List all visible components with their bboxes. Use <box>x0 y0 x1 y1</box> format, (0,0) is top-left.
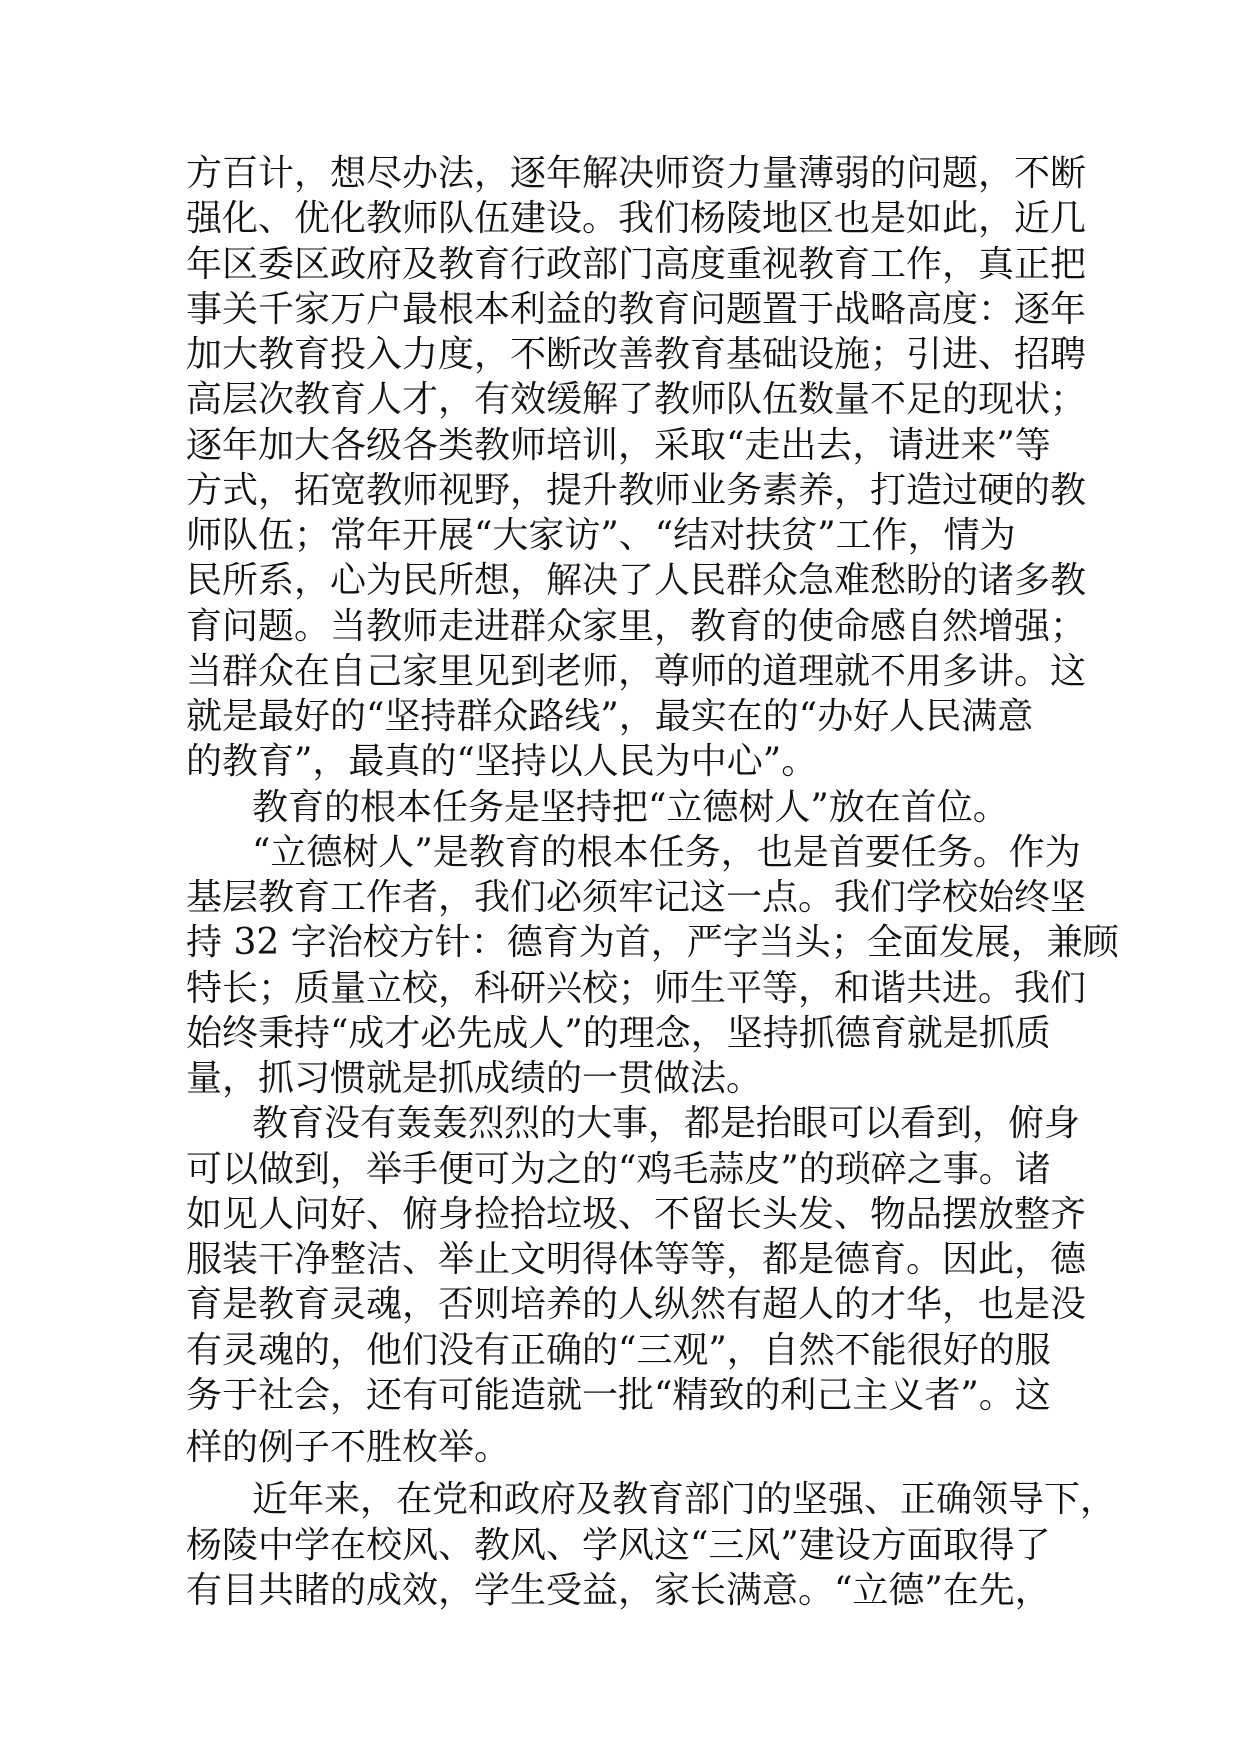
text-line: 服装干净整洁、举止文明得体等等，都是德育。因此，德 <box>186 1239 1087 1280</box>
text-line: 特长；质量立校，科研兴校；师生平等，和谐共进。我们 <box>186 967 1087 1009</box>
paragraph-2 <box>186 785 1066 830</box>
text-line: 育问题。当教师走进群众家里，教育的使命感自然增强； <box>186 605 1087 647</box>
text-line: 可以做到，举手便可为之的“鸡毛蒜皮”的琐碎之事。诸 <box>186 1148 1051 1190</box>
paragraph-3 <box>186 830 1119 1102</box>
text-line: 教育的根本任务是坚持把“立德树人”放在首位。 <box>252 786 1009 828</box>
text-line: 师队伍；常年开展“大家访”、“结对扶贫”工作，情为 <box>186 515 1016 556</box>
text-line: 务于社会，还有可能造就一批“精致的利己主义者”。这 <box>186 1374 1051 1416</box>
paragraph-1 <box>186 151 1087 785</box>
text-line: 就是最好的“坚持群众路线”，最实在的“办好人民满意 <box>186 696 1034 737</box>
paragraph-5 <box>186 1477 1117 1613</box>
text-line: 的教育”，最真的“坚持以人民为中心”。 <box>186 741 818 783</box>
text-line: 高层次教育人才，有效缓解了教师队伍数量不足的现状； <box>186 379 1087 421</box>
text-line: 杨陵中学在校风、教风、学风这“三风”建设方面取得了 <box>186 1524 1051 1566</box>
text-line: 教育没有轰轰烈烈的大事，都是抬眼可以看到，俯身 <box>252 1103 1081 1145</box>
text-line: 当群众在自己家里见到老师，尊师的道理就不用多讲。这 <box>186 650 1087 692</box>
text-line: “立德树人”是教育的根本任务，也是首要任务。作为 <box>252 831 1081 873</box>
text-line: 事关千家万户最根本利益的教育问题置于战略高度：逐年 <box>186 288 1087 330</box>
paragraph-4 <box>186 1101 1087 1470</box>
text-line: 近年来，在党和政府及教育部门的坚强、正确领导下， <box>252 1479 1117 1521</box>
document-body <box>186 151 1119 1613</box>
text-line: 年区委区政府及教育行政部门高度重视教育工作，真正把 <box>186 243 1087 285</box>
text-line: 有目共睹的成效，学生受益，家长满意。“立德”在先， <box>186 1569 1051 1611</box>
text-line: 加大教育投入力度，不断改善教育基础设施；引进、招聘 <box>186 334 1087 375</box>
text-line: 有灵魂的，他们没有正确的“三观”，自然不能很好的服 <box>186 1329 1051 1371</box>
text-line: 样的例子不胜枚举。 <box>186 1427 511 1468</box>
text-line: 强化、优化教师队伍建设。我们杨陵地区也是如此，近几 <box>186 198 1087 240</box>
text-line: 育是教育灵魂，否则培养的人纵然有超人的才华，也是没 <box>186 1284 1087 1326</box>
text-line: 方式，拓宽教师视野，提升教师业务素养，打造过硬的教 <box>186 469 1087 511</box>
text-line: 持 32 字治校方针：德育为首，严字当头；全面发展，兼顾 <box>186 922 1119 964</box>
text-line: 始终秉持“成才必先成人”的理念，坚持抓德育就是抓质 <box>186 1012 1051 1054</box>
text-line: 民所系，心为民所想，解决了人民群众急难愁盼的诸多教 <box>186 560 1087 602</box>
text-line: 基层教育工作者，我们必须牢记这一点。我们学校始终坚 <box>186 877 1087 918</box>
text-line: 方百计，想尽办法，逐年解决师资力量薄弱的问题，不断 <box>186 153 1087 194</box>
text-line: 逐年加大各级各类教师培训，采取“走出去，请进来”等 <box>186 424 1051 466</box>
text-line: 如见人问好、俯身捡拾垃圾、不留长头发、物品摆放整齐 <box>186 1193 1087 1235</box>
text-line: 量，抓习惯就是抓成绩的一贯做法。 <box>186 1058 763 1099</box>
